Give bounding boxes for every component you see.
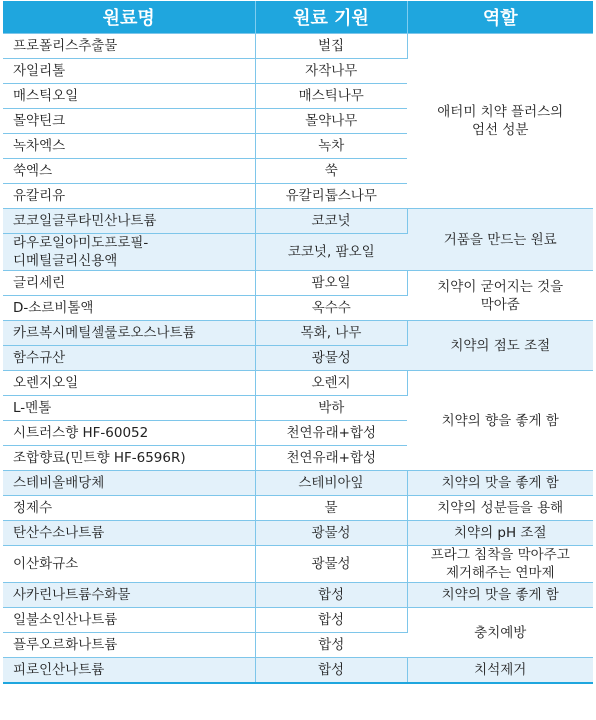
ingredient-name: 이산화규소 [3,546,255,583]
ingredient-name: 스테비올배당체 [3,471,255,496]
ingredient-table [3,1,593,684]
ingredient-source: 코코넛, 팜오일 [255,234,407,271]
ingredient-source: 코코넛 [255,209,407,234]
ingredient-source: 오렌지 [255,371,407,396]
ingredient-source: 합성 [255,658,407,684]
header-role: 역할 [407,1,593,34]
ingredient-source: 박하 [255,396,407,421]
header-ingredient-name: 원료명 [3,1,255,34]
ingredient-source: 자작나무 [255,59,407,84]
ingredient-name: L-멘톨 [3,396,255,421]
ingredient-source: 쑥 [255,159,407,184]
table-row [3,658,593,684]
ingredient-name: 오렌지오일 [3,371,255,396]
ingredient-role: 치약의 점도 조절 [407,321,593,371]
ingredient-source: 팜오일 [255,271,407,296]
ingredient-source: 스테비아잎 [255,471,407,496]
table-row [3,471,593,496]
ingredient-role: 치약이 굳어지는 것을 막아줌 [407,271,593,321]
ingredient-name: 탄산수소나트륨 [3,521,255,546]
ingredient-role: 거품을 만드는 원료 [407,209,593,271]
ingredient-name: 시트러스향 HF-60052 [3,421,255,446]
ingredient-source: 목화, 나무 [255,321,407,346]
ingredient-source: 합성 [255,633,407,658]
ingredient-source: 광물성 [255,521,407,546]
ingredient-name: 유칼리유 [3,184,255,209]
ingredient-name: 글리세린 [3,271,255,296]
table-row [3,583,593,608]
table-row [3,209,593,234]
ingredient-source: 합성 [255,583,407,608]
table-row [3,271,593,296]
ingredient-name: 플루오르화나트륨 [3,633,255,658]
ingredient-name: 자일리톨 [3,59,255,84]
ingredient-name: 라우로일아미도프로필- 디메틸글리신용액 [3,234,255,271]
table-row [3,496,593,521]
ingredient-source: 유칼리툽스나무 [255,184,407,209]
ingredient-name: 프로폴리스추출물 [3,34,255,59]
ingredient-name: 녹차엑스 [3,134,255,159]
ingredient-name: 코코일글루타민산나트륨 [3,209,255,234]
ingredient-name: 일불소인산나트륨 [3,608,255,633]
ingredient-role: 프라그 침착을 막아주고 제거해주는 연마제 [407,546,593,583]
table-row [3,34,593,59]
ingredient-source: 물 [255,496,407,521]
header-ingredient-source: 원료 기원 [255,1,407,34]
ingredient-role: 치약의 맛을 좋게 함 [407,583,593,608]
ingredient-source: 녹차 [255,134,407,159]
table-row [3,521,593,546]
ingredient-name: D-소르비톨액 [3,296,255,321]
ingredient-source: 광물성 [255,546,407,583]
ingredient-source: 천연유래+합성 [255,421,407,446]
ingredient-source: 광물성 [255,346,407,371]
table-row [3,546,593,583]
ingredient-role: 치약의 pH 조절 [407,521,593,546]
ingredient-name: 쑥엑스 [3,159,255,184]
ingredient-name: 함수규산 [3,346,255,371]
ingredient-source: 벌집 [255,34,407,59]
ingredient-role: 치약의 성분들을 용해 [407,496,593,521]
ingredient-source: 옥수수 [255,296,407,321]
ingredient-source: 합성 [255,608,407,633]
table-row [3,321,593,346]
ingredient-role: 치약의 맛을 좋게 함 [407,471,593,496]
table-row [3,371,593,396]
ingredient-role: 애터미 치약 플러스의 엄선 성분 [407,34,593,209]
header-row [3,1,593,34]
ingredient-source: 매스틱나무 [255,84,407,109]
ingredient-name: 피로인산나트륨 [3,658,255,684]
ingredient-name: 정제수 [3,496,255,521]
ingredient-source: 몰약나무 [255,109,407,134]
ingredient-name: 매스틱오일 [3,84,255,109]
ingredient-name: 사카린나트륨수화물 [3,583,255,608]
ingredient-name: 카르복시메틸셀룰로오스나트륨 [3,321,255,346]
ingredient-role: 치약의 향을 좋게 함 [407,371,593,471]
ingredient-name: 몰약틴크 [3,109,255,134]
ingredient-role: 충치예방 [407,608,593,658]
ingredient-name: 조합향료(민트향 HF-6596R) [3,446,255,471]
ingredient-source: 천연유래+합성 [255,446,407,471]
ingredient-role: 치석제거 [407,658,593,684]
table-row [3,608,593,633]
